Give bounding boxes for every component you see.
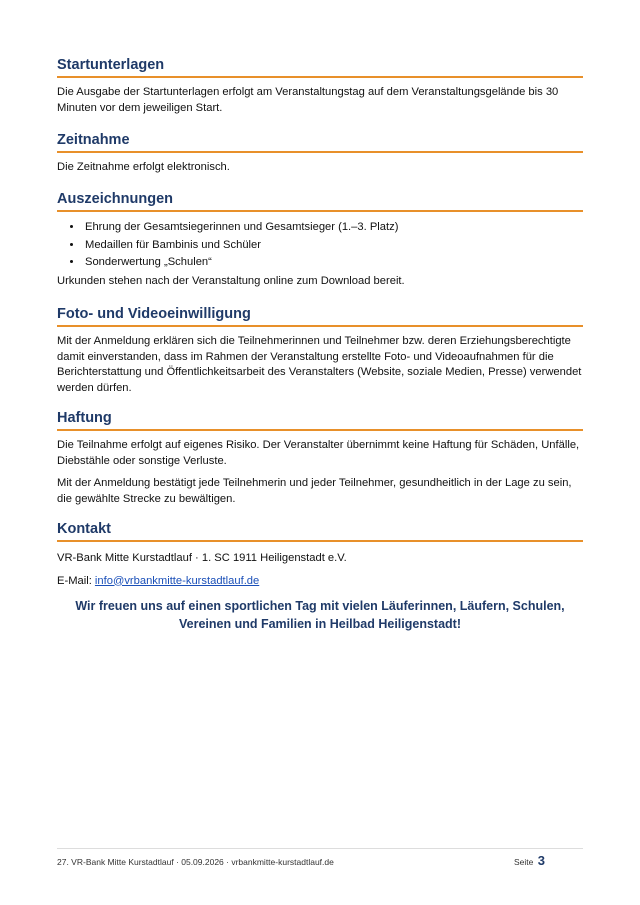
text-haftung-2: Mit der Anmeldung bestätigt jede Teilnehmerin und jeder Teilnehmer, gesundheitlich in der Lage zu sein, die gewählte Strecke zu bewältigen. <box>57 477 572 505</box>
page-footer <box>57 848 583 868</box>
heading-zeitnahme: Zeitnahme <box>57 132 583 153</box>
text-zeitnahme: Die Zeitnahme erfolgt elektronisch. <box>57 161 230 173</box>
awards-list <box>57 219 583 272</box>
section-startunterlagen <box>57 57 583 116</box>
footer-text: 27. VR-Bank Mitte Kurstadtlauf · 05.09.2026 · vrbankmitte-kurstadtlauf.de <box>57 857 334 867</box>
closing-message: Wir freuen uns auf einen sportlichen Tag mit vielen Läuferinnen, Läufern, Schulen, Vereinen und Familien in Heilbad Heiligenstadt! <box>75 599 565 631</box>
section-haftung <box>57 410 583 507</box>
heading-kontakt: Kontakt <box>57 521 583 542</box>
heading-startunterlagen: Startunterlagen <box>57 57 583 78</box>
heading-haftung: Haftung <box>57 410 583 431</box>
list-item: • Sonderwertung „Schulen“ <box>83 254 583 272</box>
page-number: 3 <box>537 853 545 868</box>
heading-foto: Foto- und Videoeinwilligung <box>57 306 583 327</box>
text-organizer: VR-Bank Mitte Kurstadtlauf · 1. SC 1911 Heiligenstadt e.V. <box>57 552 347 564</box>
text-foto: Mit der Anmeldung erklären sich die Teilnehmerinnen und Teilnehmer bzw. deren Erziehungsberechtigte damit einverstanden, dass im Rahmen der Veranstaltung erstellte Foto- und Videoaufnahmen für die Berichterstattung und Öffentlichkeitsarbeit des Veranstalters (Website, soziale Medien, Presse) verwendet werden dürfen. <box>57 335 582 394</box>
heading-auszeichnungen: Auszeichnungen <box>57 191 583 212</box>
email-label: E-Mail: <box>57 574 95 587</box>
email-link[interactable]: info@vrbankmitte-kurstadtlauf.de <box>94 574 260 587</box>
section-auszeichnungen <box>57 191 583 289</box>
text-haftung-1: Die Teilnahme erfolgt auf eigenes Risiko. Der Veranstalter übernimmt keine Haftung für Schäden, Unfälle, Diebstähle oder sonstige Verluste. <box>57 439 580 467</box>
section-zeitnahme <box>57 132 583 176</box>
text-startunterlagen: Die Ausgabe der Startunterlagen erfolgt am Veranstaltungstag auf dem Veranstaltungsgelände bis 30 Minuten vor dem jeweiligen Start. <box>57 86 559 114</box>
list-item: • Medaillen für Bambinis und Schüler <box>83 237 583 255</box>
section-foto <box>57 306 583 396</box>
page-indicator <box>514 853 545 868</box>
list-item: • Ehrung der Gesamtsiegerinnen und Gesamtsieger (1.–3. Platz) <box>83 219 583 237</box>
contact-email-line <box>57 574 583 590</box>
page-label: Seite <box>514 857 534 867</box>
text-auszeichnungen: Urkunden stehen nach der Veranstaltung online zum Download bereit. <box>57 274 405 287</box>
section-kontakt <box>57 521 583 589</box>
